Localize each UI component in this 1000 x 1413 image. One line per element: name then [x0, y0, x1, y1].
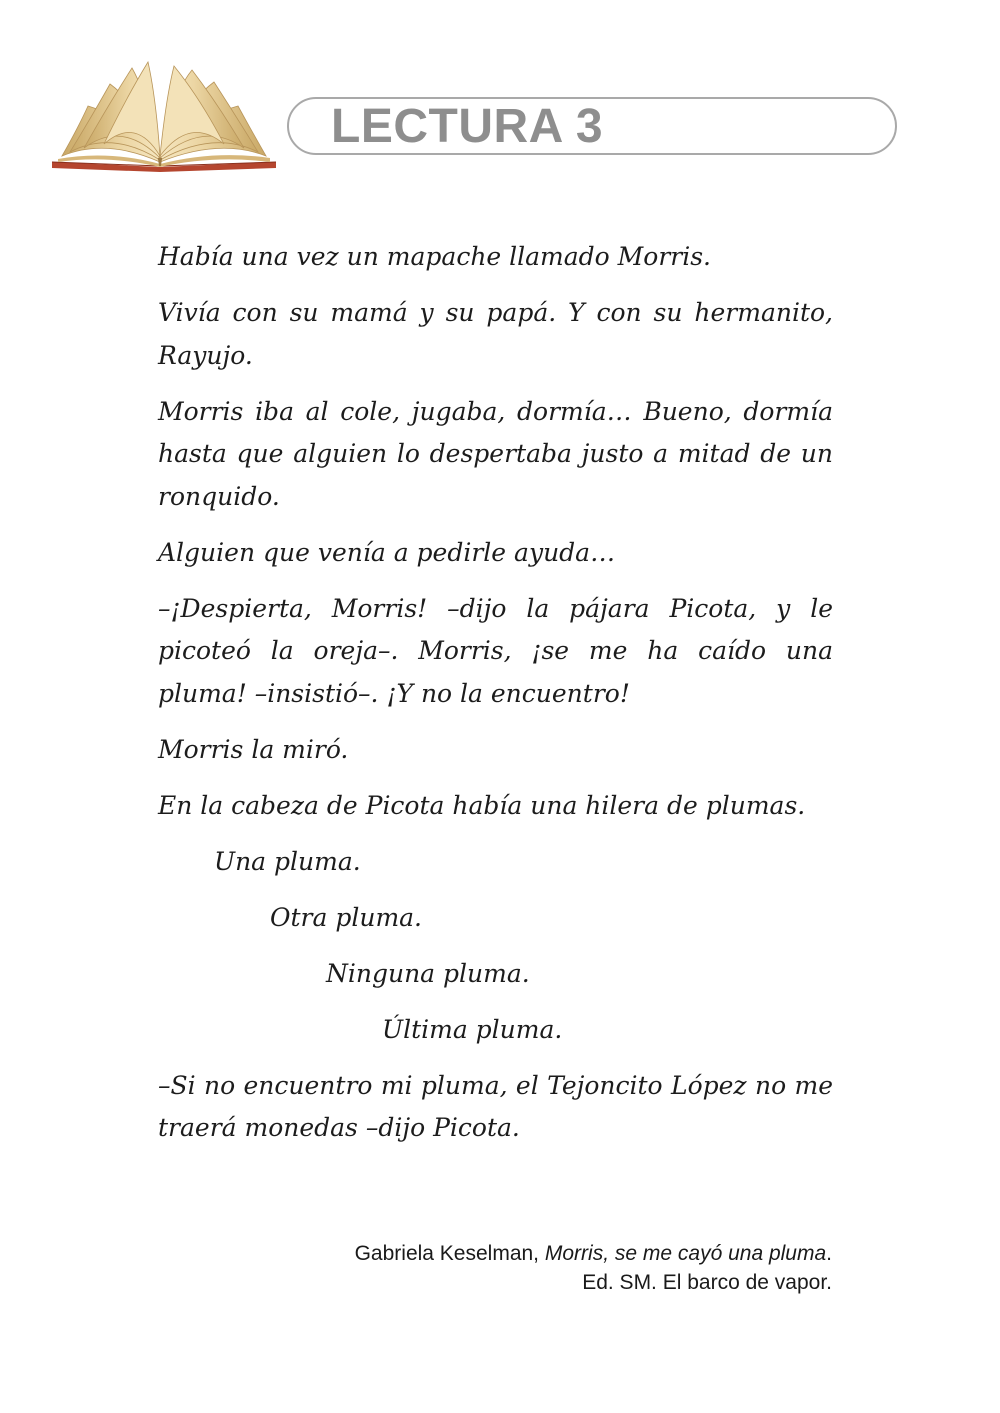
story-paragraph: Había una vez un mapache llamado Morris. [158, 242, 711, 271]
citation-book-title: Morris, se me cayó una pluma [544, 1242, 827, 1265]
source-citation [355, 1239, 832, 1297]
story-paragraph: Morris la miró. [158, 734, 349, 764]
story-paragraph: –Si no encuentro mi pluma, el Tejoncito López no me traerá monedas –dijo Picota. [158, 1070, 833, 1142]
title-banner [287, 97, 897, 155]
story-paragraph: Alguien que venía a pedirle ayuda… [158, 537, 616, 567]
story-paragraph: –¡Despierta, Morris! –dijo la pájara Picota, y le picoteó la oreja–. Morris, ¡se me ha caído una pluma! –insistió–. ¡Y no la encuentro! [158, 593, 833, 708]
story-paragraph: Una pluma. [214, 846, 361, 876]
open-book-icon [48, 58, 280, 174]
story-paragraph: Otra pluma. [270, 902, 423, 932]
story-paragraph: Ninguna pluma. [326, 958, 530, 988]
story-text [158, 236, 833, 1163]
citation-author: Gabriela Keselman, [354, 1242, 540, 1265]
page-title: LECTURA 3 [331, 100, 604, 153]
story-paragraph: Última pluma. [382, 1014, 563, 1044]
citation-period: . [826, 1242, 832, 1265]
story-paragraph: Morris iba al cole, jugaba, dormía… Bueno, dormía hasta que alguien lo despertaba justo a mitad de un ronquido. [158, 396, 833, 511]
story-paragraph: En la cabeza de Picota había una hilera de plumas. [158, 790, 806, 820]
citation-line-1 [355, 1239, 832, 1268]
citation-publisher: Ed. SM. El barco de vapor. [582, 1271, 832, 1294]
story-paragraph: Vivía con su mamá y su papá. Y con su hermanito, Rayujo. [158, 298, 833, 370]
